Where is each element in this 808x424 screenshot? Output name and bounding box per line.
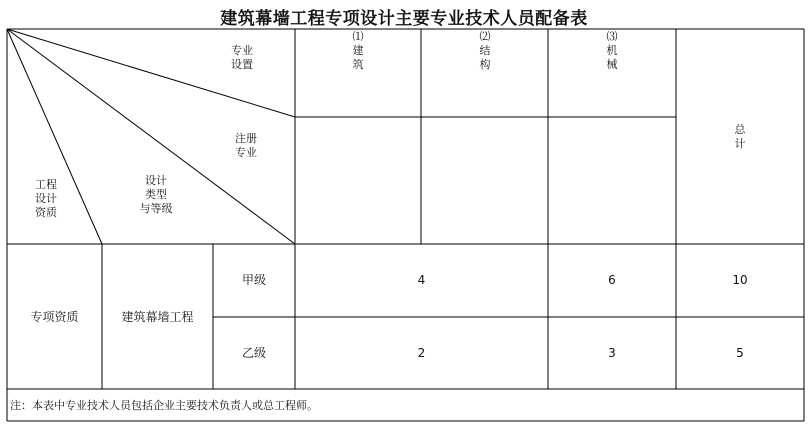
col-mechanical-label: 机 械 [606, 44, 618, 71]
col-mechanical-number: ⑶ [606, 30, 618, 43]
table-note: 注：本表中专业技术人员包括企业主要技术负责人或总工程师。 [10, 399, 318, 412]
special-qualification-cell: 专项资质 [30, 310, 79, 324]
col-structure-label: 结 构 [479, 44, 491, 71]
grade-b-mech-value: 3 [608, 346, 616, 360]
grade-a-arch-struct-value: 4 [417, 273, 426, 287]
table-title: 建筑幕墙工程专项设计主要专业技术人员配备表 [220, 9, 588, 29]
design-type-grade-label: 设计 类型 与等级 [139, 174, 173, 215]
curtain-wall-engineering-cell: 建筑幕墙工程 [121, 310, 194, 324]
grade-a-mech-value: 6 [608, 273, 616, 287]
col-architecture-number: ⑴ [352, 30, 364, 43]
grade-b-total-value: 5 [736, 346, 744, 360]
col-architecture-label: 建 筑 [352, 44, 364, 71]
grade-a-total-value: 10 [732, 273, 748, 287]
registered-specialty-label: 注册 专业 [235, 132, 257, 159]
grade-a-label: 甲级 [241, 273, 266, 287]
qualification-label: 工程 设计 资质 [35, 178, 57, 219]
col-total-label: 总 计 [734, 123, 746, 150]
col-structure-number: ⑵ [479, 30, 491, 43]
specialty-setup-label: 专业 设置 [231, 44, 253, 71]
grade-b-label: 乙级 [241, 346, 266, 360]
grade-b-arch-struct-value: 2 [417, 346, 426, 360]
